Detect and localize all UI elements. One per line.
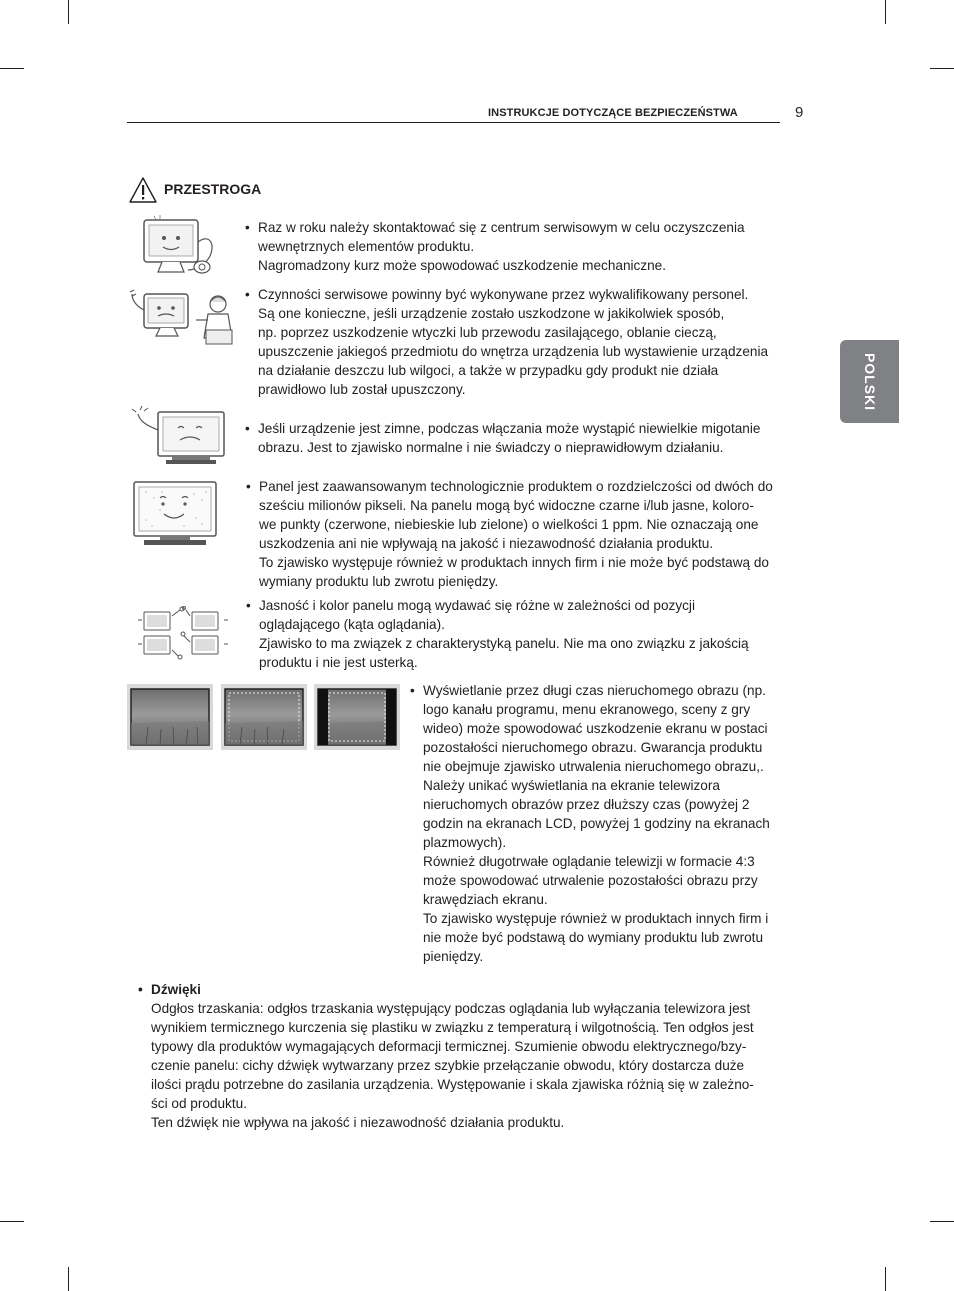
bullet: • xyxy=(245,421,250,436)
item-line: wymiany produktu lub zwrotu pieniędzy. xyxy=(259,574,499,589)
crop-mark xyxy=(68,0,69,24)
item-line: krawędziach ekranu. xyxy=(423,892,548,907)
item-line: pozostałości nieruchomego obrazu. Gwarancja produktu xyxy=(423,740,763,755)
crop-mark xyxy=(0,1221,24,1222)
item-line: może spowodować utrwalenie pozostałości obrazu przy xyxy=(423,873,758,888)
crop-mark xyxy=(0,68,24,69)
pixel-panel-illustration xyxy=(132,480,218,548)
language-tab xyxy=(840,340,899,423)
sounds-line: Ten dźwięk nie wpływa na jakość i niezawodność działania produktu. xyxy=(151,1115,565,1130)
item-line: prawidłowo lub został upuszczony. xyxy=(258,382,466,397)
item-line: nie obejmuje zjawisko utrwalenia nieruchomego obrazu,. xyxy=(423,759,764,774)
sounds-line: wynikiem termicznego kurczenia się plastiku w związku z temperaturą i wilgotnością. Ten odgłos jest xyxy=(151,1020,754,1035)
item-line: oglądającego (kąta oglądania). xyxy=(259,617,445,632)
item-line: nieruchomych obrazów przez dłuższy czas (powyżej 2 xyxy=(423,797,750,812)
crop-mark xyxy=(930,68,954,69)
caution-title: PRZESTROGA xyxy=(164,181,262,197)
item-line: godzin na ekranach LCD, powyżej 1 godziny na ekranach xyxy=(423,816,770,831)
item-line: uszkodzenia ani nie wpływają na jakość i niezawodność działania produktu. xyxy=(259,536,714,551)
language-tab-label: POLSKI xyxy=(861,352,878,411)
tv-cleaning-illustration xyxy=(136,212,226,276)
item-line: Panel jest zaawansowanym technologicznie produktem o rozdzielczości od dwóch do xyxy=(259,479,773,494)
item-line: upuszczenie jakiegoś przedmiotu do wnętrza urządzenia lub wystawienie urządzenia xyxy=(258,344,769,359)
image-retention-illustration xyxy=(126,683,400,751)
bullet: • xyxy=(410,683,415,698)
item-line: wewnętrznych elementów produktu. xyxy=(258,239,475,254)
bullet: • xyxy=(138,982,143,997)
crop-mark xyxy=(930,1221,954,1222)
page-number: 9 xyxy=(795,104,804,121)
item-line: na działanie deszczu lub wilgoci, a także w przypadku gdy produkt nie działa xyxy=(258,363,719,378)
viewing-angle-illustration xyxy=(136,606,230,660)
item-line: Nagromadzony kurz może spowodować uszkodzenie mechaniczne. xyxy=(258,258,667,273)
item-line: Należy unikać wyświetlania na ekranie telewizora xyxy=(423,778,720,793)
item-line: To zjawisko występuje również w produktach innych firm i nie może być podstawą do xyxy=(259,555,769,570)
sounds-line: Odgłos trzaskania: odgłos trzaskania występujący podczas oglądania lub wyłączania telewizora jest xyxy=(151,1001,751,1016)
sounds-line: typowy dla produktów wymagających deformacji termicznej. Szumienie obwodu elektrycznego/bzy- xyxy=(151,1039,747,1054)
service-technician-illustration xyxy=(126,286,244,352)
item-line: sześciu milionów pikseli. Na panelu mogą być widoczne czarne i/lub jasne, koloro- xyxy=(259,498,754,513)
item-line: nie może być podstawą do wymiany produktu lub zwrotu xyxy=(423,930,764,945)
item-line: produktu i nie jest usterką. xyxy=(259,655,418,670)
bullet: • xyxy=(246,598,251,613)
sounds-title: Dźwięki xyxy=(151,982,201,997)
bullet: • xyxy=(245,287,250,302)
item-line: plazmowych). xyxy=(423,835,507,850)
bullet: • xyxy=(245,220,250,235)
item-line: Również długotrwałe oglądanie telewizji w formacie 4:3 xyxy=(423,854,755,869)
crop-mark xyxy=(885,0,886,24)
item-line: Jasność i kolor panelu mogą wydawać się różne w zależności od pozycji xyxy=(259,598,695,613)
running-header: INSTRUKCJE DOTYCZĄCE BEZPIECZEŃSTWA xyxy=(488,107,738,119)
item-line: Czynności serwisowe powinny być wykonywane przez wykwalifikowany personel. xyxy=(258,287,749,302)
item-line: Raz w roku należy skontaktować się z centrum serwisowym w celu oczyszczenia xyxy=(258,220,745,235)
item-line: Jeśli urządzenie jest zimne, podczas włączania może wystąpić niewielkie migotanie xyxy=(258,421,761,436)
warning-triangle-icon xyxy=(128,176,158,204)
item-line: Zjawisko to ma związek z charakterystyką panelu. Nie ma ono związku z jakością xyxy=(259,636,749,651)
item-line: we punkty (czerwone, niebieskie lub zielone) o wielkości 1 ppm. Nie oznaczają one xyxy=(259,517,759,532)
item-line: Wyświetlanie przez długi czas nieruchomego obrazu (np. xyxy=(423,683,766,698)
item-line: np. poprzez uszkodzenie wtyczki lub przewodu zasilającego, oblanie cieczą, xyxy=(258,325,717,340)
sounds-line: ści od produktu. xyxy=(151,1096,247,1111)
sounds-line: czenie panelu: cichy dźwięk wytwarzany przez szybkie przełączanie obwodu, który dostarcza duże xyxy=(151,1058,745,1073)
crop-mark xyxy=(885,1267,886,1291)
cold-tv-illustration xyxy=(130,406,226,470)
sounds-line: ilości prądu potrzebne do zasilania urządzenia. Występowanie i skala zjawiska różnią się w zależno- xyxy=(151,1077,754,1092)
header-divider xyxy=(127,122,780,123)
bullet: • xyxy=(246,479,251,494)
item-line: Są one konieczne, jeśli urządzenie zostało uszkodzone w jakikolwiek sposób, xyxy=(258,306,725,321)
item-line: pieniędzy. xyxy=(423,949,484,964)
crop-mark xyxy=(68,1267,69,1291)
item-line: To zjawisko występuje również w produktach innych firm i xyxy=(423,911,769,926)
item-line: logo kanału programu, menu ekranowego, sceny z gry xyxy=(423,702,751,717)
item-line: wideo) może spowodować uszkodzenie ekranu w postaci xyxy=(423,721,768,736)
item-line: obrazu. Jest to zjawisko normalne i nie świadczy o nieprawidłowym działaniu. xyxy=(258,440,724,455)
